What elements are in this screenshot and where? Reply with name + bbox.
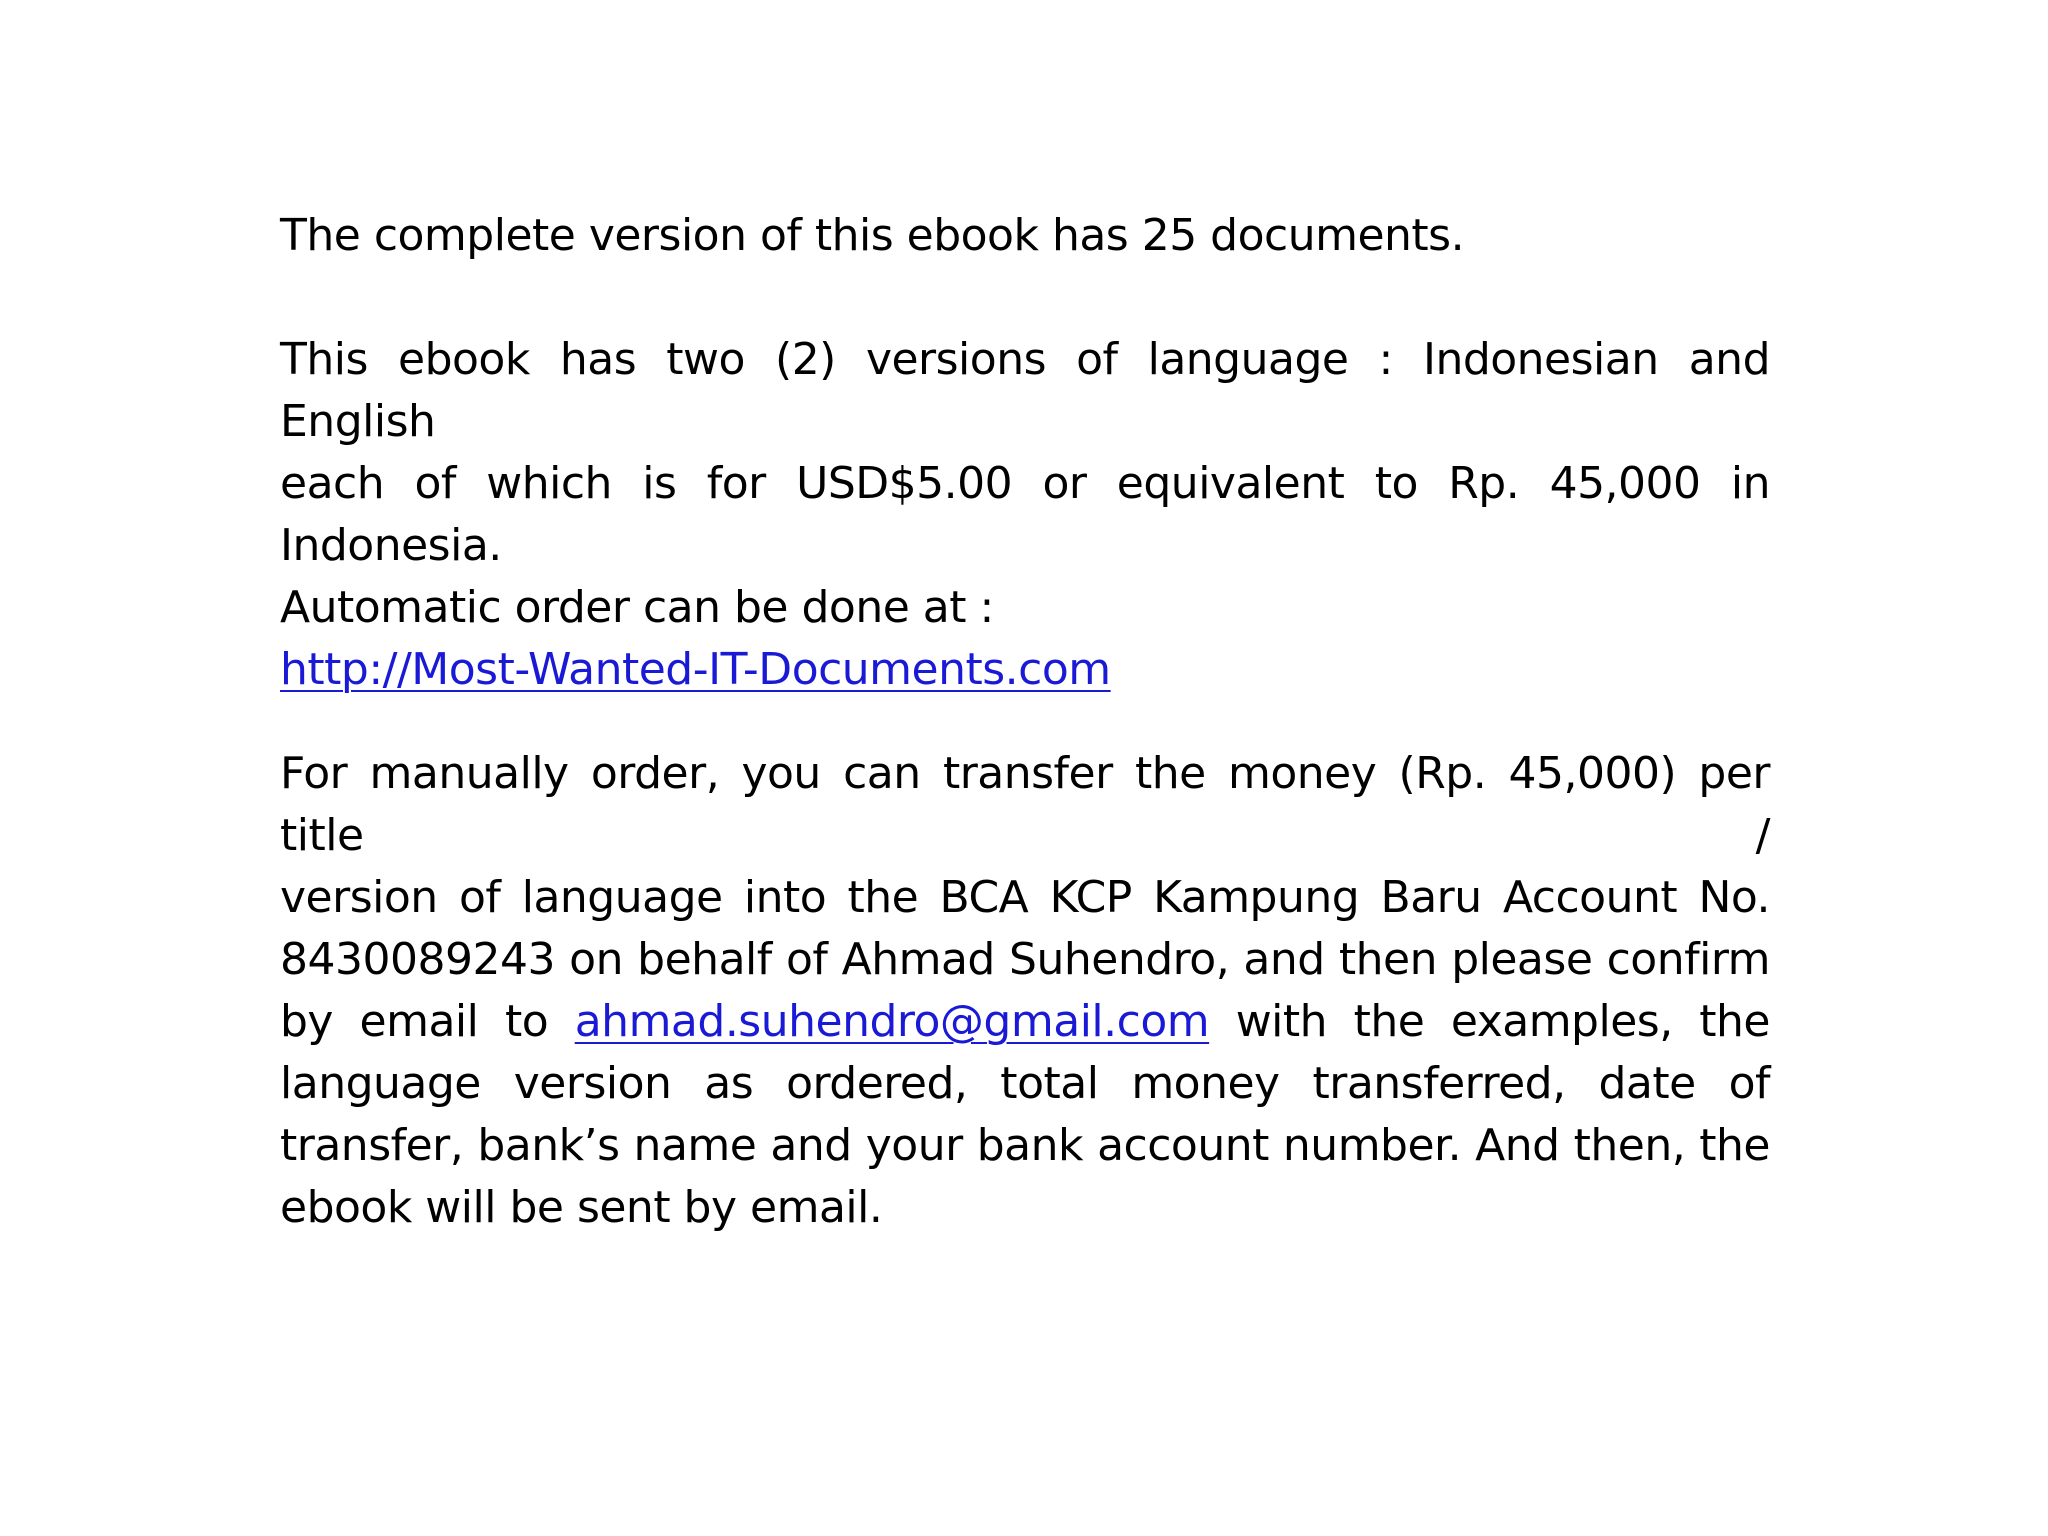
text-line: language version as ordered, total money transferred, date of [280, 1058, 1770, 1109]
manual-order-paragraph [280, 743, 1770, 1239]
text-line: For manually order, you can transfer the money (Rp. 45,000) per title / [280, 748, 1770, 861]
text-line: ebook will be sent by email. [280, 1182, 883, 1233]
text-fragment: with the examples, the [1235, 996, 1770, 1047]
text-line: Automatic order can be done at : [280, 582, 994, 633]
text-line: each of which is for USD$5.00 or equivalent to Rp. 45,000 in Indonesia. [280, 458, 1770, 571]
email-link[interactable]: ahmad.suhendro@gmail.com [574, 996, 1210, 1047]
slide-body [280, 205, 1770, 1239]
ebook-document-count-text [280, 205, 1770, 267]
language-versions-paragraph [280, 329, 1770, 701]
link-line [280, 639, 1770, 701]
text-line: The complete version of this ebook has 25 documents. [280, 210, 1465, 261]
text-fragment: by email to [280, 996, 549, 1047]
text-line: This ebook has two (2) versions of language : Indonesian and English [280, 334, 1770, 447]
order-website-link[interactable]: http://Most-Wanted-IT-Documents.com [280, 644, 1111, 695]
email-line [280, 991, 1770, 1053]
text-line: transfer, bank’s name and your bank account number. And then, the [280, 1120, 1770, 1171]
text-line: 8430089243 on behalf of Ahmad Suhendro, and then please confirm [280, 934, 1770, 985]
text-line: version of language into the BCA KCP Kampung Baru Account No. [280, 872, 1770, 923]
